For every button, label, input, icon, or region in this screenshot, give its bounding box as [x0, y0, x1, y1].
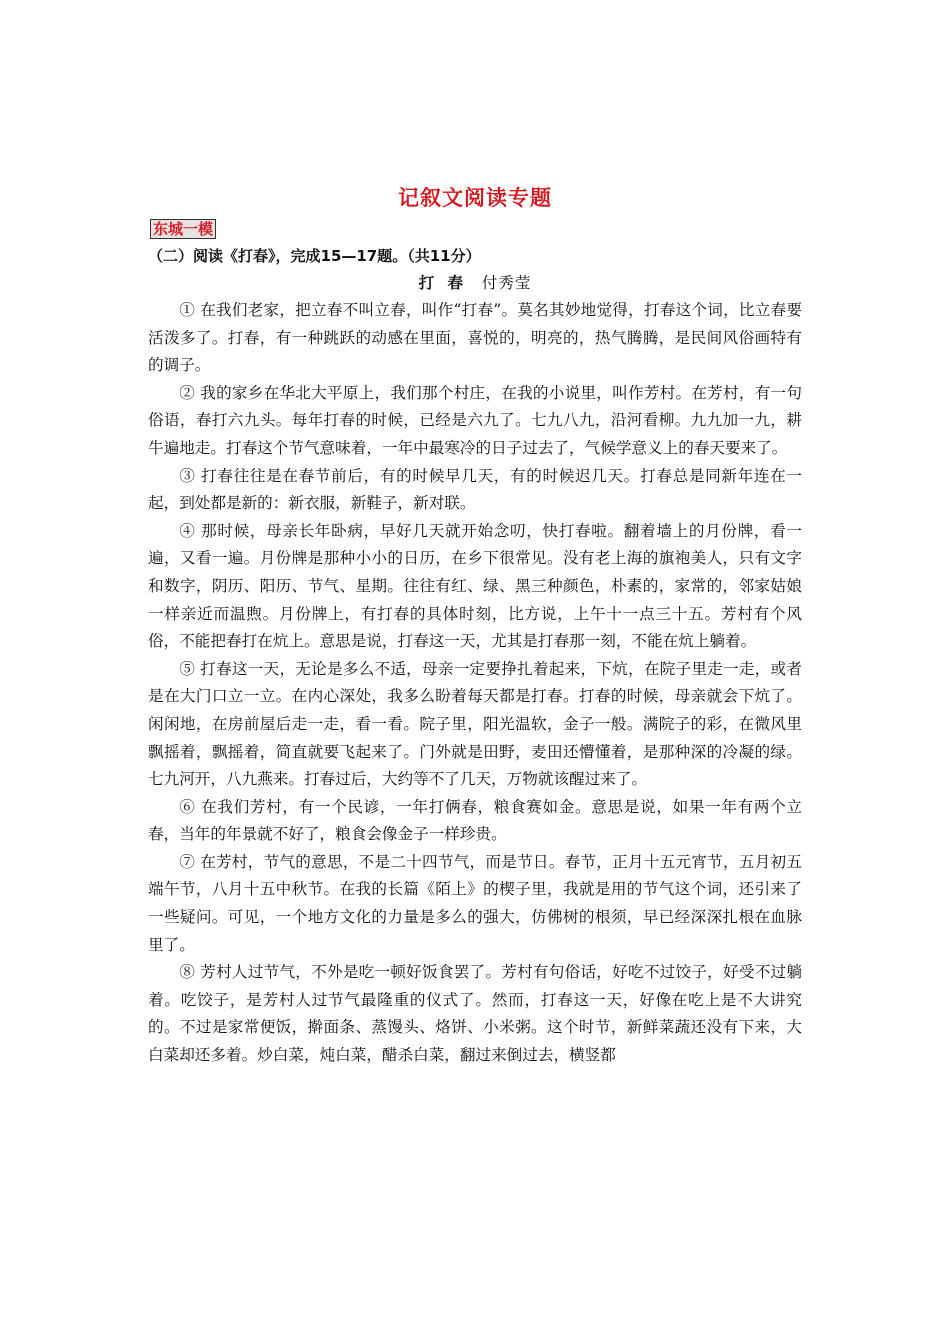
region-tag: 东城一模 [150, 219, 216, 239]
paragraph-7: ⑦ 在芳村，节气的意思，不是二十四节气，而是节日。春节，正月十五元宵节，五月初五端午节，八月十五中秋节。在我的长篇《陌上》的楔子里，我就是用的节气这个词，还引来了一些疑问。可见，一个地方文化的力量是多么的强大，仿佛树的根须，早已经深深扎根在血脉里了。 [148, 852, 802, 954]
paragraph-8: ⑧ 芳村人过节气，不外是吃一顿好饭食罢了。芳村有句俗话，好吃不过饺子，好受不过躺着。吃饺子，是芳村人过节气最隆重的仪式了。然而，打春这一天，好像在吃上是不大讲究的。不过是家常便饭，擀面条、蒸馒头、烙饼、小米粥。这个时节，新鲜菜蔬还没有下来，大白菜却还多着。炒白菜，炖白菜，醋杀白菜，翻过来倒过去，横竖都 [148, 963, 802, 1065]
article-author: 付秀莹 [481, 274, 532, 292]
document-page [148, 183, 802, 1070]
question-heading: （二）阅读《打春》，完成15—17题。（共11分） [148, 247, 481, 265]
paragraph-4: ④ 那时候，母亲长年卧病，早好几天就开始念叨，快打春啦。翻着墙上的月份牌，看一遍，又看一遍。月份牌是那种小小的日历，在乡下很常见。没有老上海的旗袍美人，只有文字和数字，阴历、阳历、节气、星期。往往有红、绿、黑三种颜色，朴素的，家常的，邻家姑娘一样亲近而温煦。月份牌上，有打春的具体时刻，比方说，上午十一点三十五。芳村有个风俗，不能把春打在炕上。意思是说，打春这一天，尤其是打春那一刻，不能在炕上躺着。 [148, 521, 802, 651]
paragraph-5: ⑤ 打春这一天，无论是多么不适，母亲一定要挣扎着起来，下炕，在院子里走一走，或者是在大门口立一立。在内心深处，我多么盼着每天都是打春。打春的时候，母亲就会下炕了。闲闲地，在房前屋后走一走，看一看。院子里，阳光温软，金子一般。满院子的彩，在微风里飘摇着，飘摇着，简直就要飞起来了。门外就是田野，麦田还懵懂着，是那种深的冷凝的绿。七九河开，八九燕来。打春过后，大约等不了几天，万物就该醒过来了。 [148, 659, 802, 789]
article-body [148, 297, 802, 1070]
paragraph-2: ② 我的家乡在华北大平原上，我们那个村庄，在我的小说里，叫作芳村。在芳村，有一句俗语，春打六九头。每年打春的时候，已经是六九了。七九八九，沿河看柳。九九加一九，耕牛遍地走。打春这个节气意味着，一年中最寒冷的日子过去了，气候学意义上的春天要来了。 [148, 383, 802, 457]
article-title: 打 春 [418, 274, 467, 292]
paragraph-3: ③ 打春往往是在春节前后，有的时候早几天，有的时候迟几天。打春总是同新年连在一起，到处都是新的：新衣服，新鞋子，新对联。 [148, 466, 802, 513]
document-title: 记叙文阅读专题 [398, 186, 552, 210]
paragraph-6: ⑥ 在我们芳村，有一个民谚，一年打俩春，粮食赛如金。意思是说，如果一年有两个立春，当年的年景就不好了，粮食会像金子一样珍贵。 [148, 797, 802, 844]
region-tag-row [148, 219, 802, 241]
article-heading [148, 269, 802, 297]
paragraph-1: ① 在我们老家，把立春不叫立春，叫作“打春”。莫名其妙地觉得，打春这个词，比立春要活泼多了。打春，有一种跳跃的动感在里面，喜悦的，明亮的，热气腾腾，是民间风俗画特有的调子。 [148, 301, 802, 375]
